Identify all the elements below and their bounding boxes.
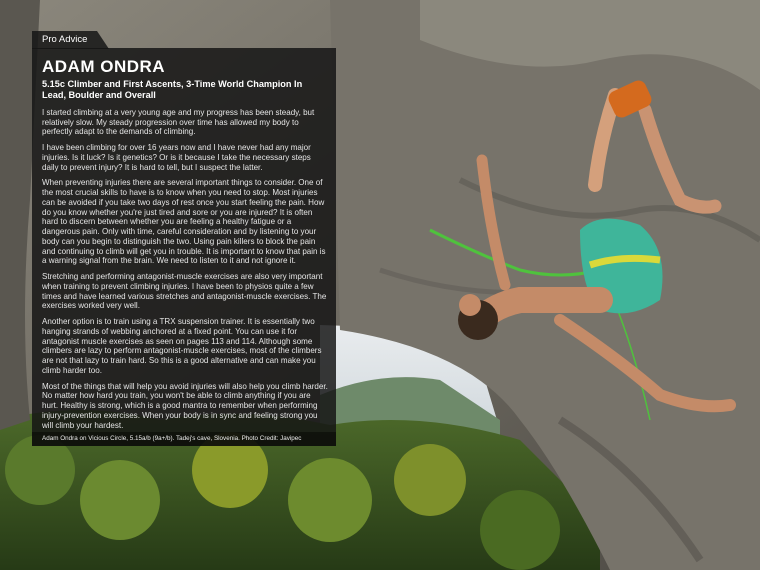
article-paragraph-6: Most of the things that will help you avoid injuries will also help you climb harder. No matter how hard you train, you won't be able to climb anything if you are hurt. Healthy is strong, which is a good mantra to remember when performing injury-prevention exercises. When your body is in sync and feeling strong you will climb your hardest. <box>42 381 328 430</box>
article-paragraph-2: I have been climbing for over 16 years now and I have never had any major injuries. Is it luck? Is it genetics? Or is it because I take the necessary steps daily to prevent injury? It is hard to tell, but I suspect the latter. <box>42 143 311 172</box>
article-panel <box>32 48 336 432</box>
article-title: ADAM ONDRA <box>42 57 166 76</box>
article-paragraph-1: I started climbing at a very young age and my progress has been steady, but relatively slow. My steady progression over time has allowed my body to perfectly adapt to the demands of climbing. <box>42 107 315 137</box>
article-paragraph-5: Another option is to train using a TRX suspension trainer. It is essentially two hanging strands of webbing anchored at a fixed point. You can use it for antagonist muscle exercises as seen on pages 113 and 114. Although some climbers are lazy to perform antagonist-muscle exercises, most of the climbers are not that lazy to train hard. So this is a good alternative and can make you climb harder too. <box>42 317 322 375</box>
section-tab: Pro Advice <box>32 31 97 49</box>
article-subtitle: 5.15c Climber and First Ascents, 3-Time World Champion In Lead, Boulder and Overall <box>42 79 303 101</box>
article-paragraph-3: When preventing injuries there are several important things to consider. One of the most crucial skills to have is to know when you need to stop. Most injuries can be avoided if you take two days of rest once you start feeling the pain. How do you know whether you're just tired and sore or you are injured? It is often hard to discern between whether you are feeling a healthy fatigue or a dangerous pain. Only with time, careful consideration and by listening to your body can you begin to distinguish the two. Using pain killers to block the pain and continuing to climb will get you in trouble. It is important to know that pain is a warning signal from the brain. We need to listen to it and not ignore it. <box>42 178 326 266</box>
article-paragraph-4: Stretching and performing antagonist-muscle exercises are also very important when training to prevent climbing injuries. I have been to physios quite a few times and have learned various stretches and antagonist-muscle exercises. The exercises worked very well. <box>42 272 327 311</box>
photo-caption: Adam Ondra on Vicious Circle, 5.15a/b (9a+/b). Tadej's cave, Slovenia. Photo Credit: Javipec <box>32 432 336 446</box>
